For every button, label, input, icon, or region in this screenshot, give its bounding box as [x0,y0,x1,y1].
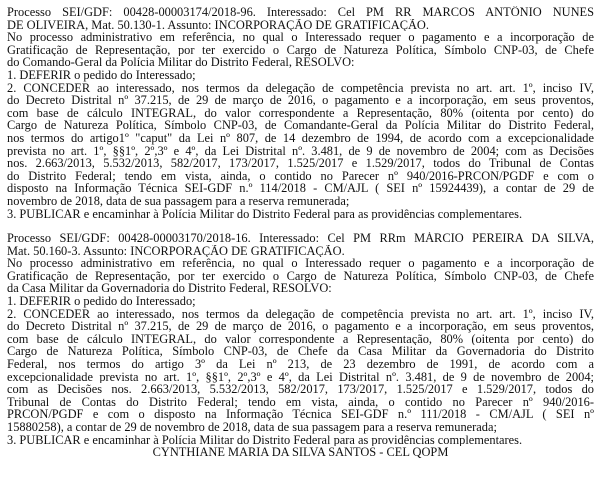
text-line: Mat. 50.160-3. Assunto: INCORPORAÇÃO DE GRATIFICAÇÃO. [7,244,345,258]
text-line: nos termos do artigo1º "caput" da Lei nº 807, de 14 dezembro de 1994, de acordo com a excepcionalidade [7,131,594,145]
text-line: Gratificação de Representação, por ter exercido o Cargo de Natureza Política, Símbolo CNP-03, de Chefe [7,269,594,283]
text-line: 3. PUBLICAR e encaminhar à Polícia Militar do Distrito Federal para as providências complementares. [7,433,523,447]
text-line: excepcionalidade prevista no art. 1º, §§1º, 2º,3º e 4º, da Lei Distrital nº. 3.481, de 9 de novembro de 2004; [7,370,594,384]
block-spacer [7,220,594,232]
text-line: Cargo de Natureza Política, Símbolo CNP-03, de Comandante-Geral da Polícia Militar do Distrito Federal, [7,119,594,132]
process-block-2 [7,232,594,446]
text-line: do Comando-Geral da Polícia Militar do Distrito Federal, RESOLVO: [7,56,355,69]
text-line: novembro de 2018, data de sua passagem para a reserva remunerada; [7,194,350,208]
text-line: 1. DEFERIR o pedido do Interessado; [7,295,196,308]
text-line: 3. PUBLICAR e encaminhar à Polícia Militar do Distrito Federal para as providências complementares. [7,207,523,221]
text-line: prevista no art. 1º, §§1º, 2º,3º e 4º, da Lei Distrital nº. 3.481, de 9 de novembro de 2004; com as Decisões [7,144,594,158]
text-line: Tribunal de Contas do Distrito Federal; tendo em vista, ainda, o contido no Parecer nº 940/2016- [7,395,594,409]
text-line: 2. CONCEDER ao interessado, nos termos da delegação de competência prevista no art. art. 1º, inciso IV, [7,81,594,95]
text-line: do Decreto Distrital nº 37.215, de 29 de março de 2016, o pagamento e a incorporação, em seus proventos, [7,320,594,333]
text-line: Cargo de Natureza Política, Símbolo CNP-03, de Chefe da Casa Militar da Governadoria do Distrito [7,345,594,359]
text-line: 1. DEFERIR o pedido do Interessado; [7,68,196,82]
process-block-1 [7,6,594,220]
text-line: No processo administrativo em referência, no qual o Interessado requer o pagamento e a incorporação de [7,31,594,44]
text-line: com base de cálculo INTEGRAL, do valor correspondente a Representação, 80% (oitenta por cento) do [7,332,594,346]
text-line: com as Decisões nos. 2.663/2013, 5.532/2013, 582/2017, 173/2017, 1.525/2017 e 1.529/2017, todos do [7,383,594,396]
text-line: do Distrito Federal; tendo em vista, ainda, o contido no Parecer nº 940/2016-PRCON/PGDF e com o [7,169,594,183]
text-line: PRCON/PGDF e com o disposto na Informação Técnica SEI-GDF n.º 111/2018 - CM/AJL ( SEI nº [7,408,594,421]
text-line: do Decreto Distrital nº 37.215, de 29 de março de 2016, o pagamento e a incorporação, em seus proventos, [7,94,594,107]
text-line: 15880258), a contar de 29 de novembro de 2018, data de sua passagem para a reserva remunerada; [7,421,497,434]
text-line: Processo SEI/GDF: 00428-00003174/2018-96. Interessado: Cel PM RR MARCOS ANTÔNIO NUNES [7,6,594,19]
text-line: DE OLIVEIRA, Mat. 50.130-1. Assunto: INCORPORAÇÃO DE GRATIFICAÇÃO. [7,18,429,32]
text-line: da Casa Militar da Governadoria do Distrito Federal, RESOLVO: [7,282,332,296]
text-line: com base de cálculo INTEGRAL, do valor correspondente a Representação, 80% (oitenta por cento) do [7,106,594,120]
text-line: No processo administrativo em referência, no qual o Interessado requer o pagamento e a incorporação de [7,257,594,270]
text-line: 2. CONCEDER ao interessado, nos termos da delegação de competência prevista no art. art. 1º, inciso IV, [7,307,594,321]
text-line: disposto na Informação Técnica SEI-GDF n.º 114/2018 - CM/AJL ( SEI nº 15924439), a contar de 29 de [7,182,594,195]
text-line: Gratificação de Representação, por ter exercido o Cargo de Natureza Política, Símbolo CNP-03, de Chefe [7,43,594,57]
text-line: Federal, nos termos do artigo 3º da Lei nº 213, de 23 dezembro de 1991, de acordo com a [7,358,594,371]
text-line: Processo SEI/GDF: 00428-00003170/2018-16. Interessado: Cel PM RRm MÁRCIO PEREIRA DA SILVA, [7,232,594,245]
signature-line: CYNTHIANE MARIA DA SILVA SANTOS - CEL QOPM [152,445,449,460]
text-line: nos. 2.663/2013, 5.532/2013, 582/2017, 173/2017, 1.525/2017 e 1.529/2017, todos do Tribunal de Contas [7,157,594,170]
